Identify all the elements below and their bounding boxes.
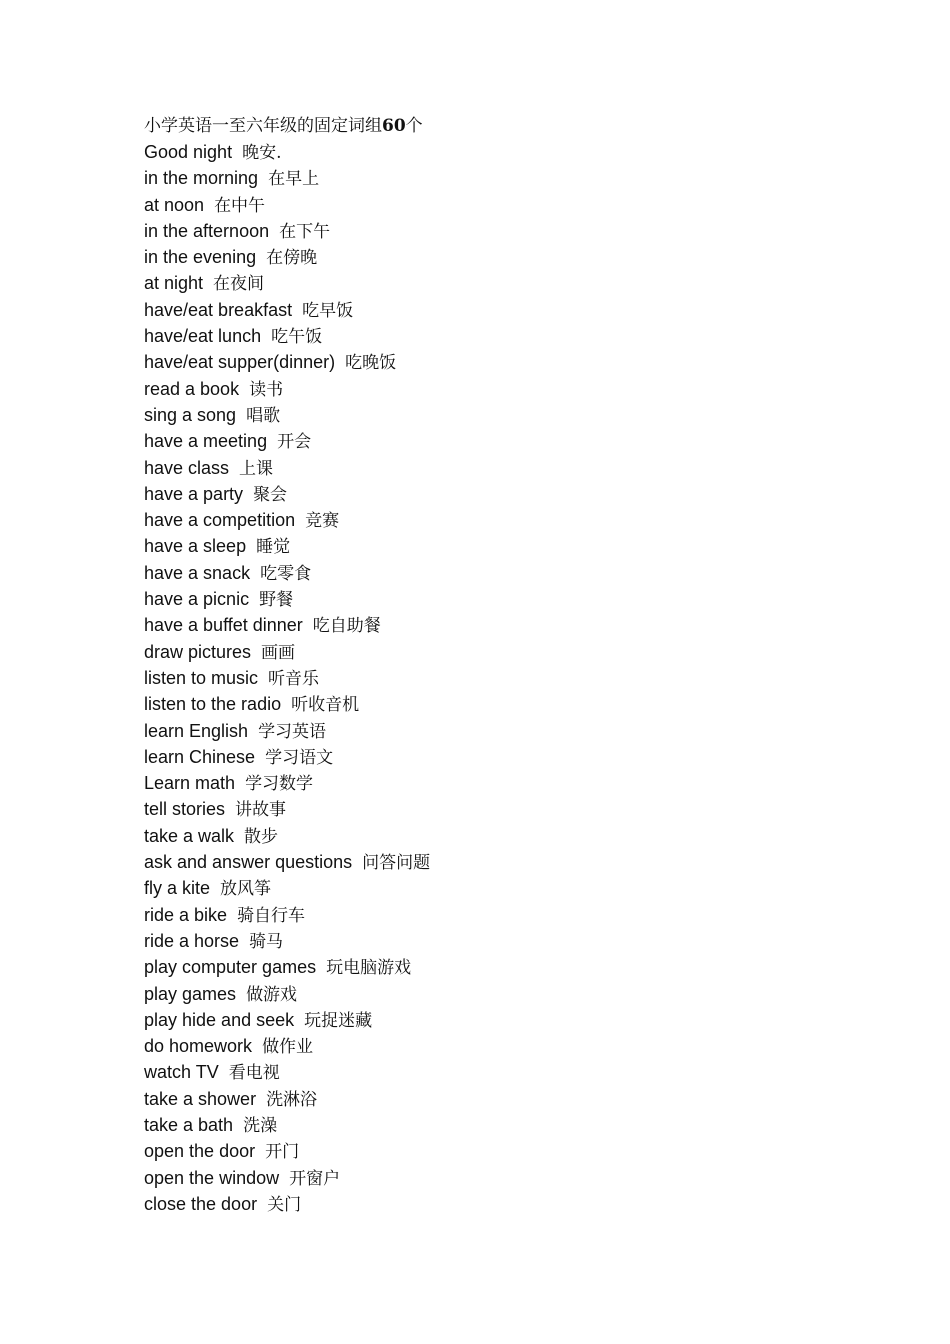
phrase-row — [144, 744, 844, 770]
phrase-row — [144, 270, 844, 296]
phrase-chinese: 骑自行车 — [237, 905, 306, 926]
phrase-row — [144, 823, 844, 849]
phrase-chinese: 开窗户 — [289, 1168, 341, 1189]
phrase-english: at night — [144, 273, 204, 294]
phrase-row — [144, 796, 844, 822]
phrase-row — [144, 560, 844, 586]
phrase-chinese: 在夜间 — [213, 274, 265, 295]
phrase-list — [144, 139, 844, 1217]
phrase-english: ride a horse — [144, 930, 240, 951]
phrase-english: take a walk — [144, 825, 235, 846]
phrase-row — [144, 218, 844, 244]
phrase-chinese: 开会 — [277, 432, 312, 453]
phrase-chinese: 上课 — [239, 458, 274, 479]
phrase-english: have/eat breakfast — [144, 299, 293, 320]
phrase-chinese: 玩电脑游戏 — [326, 958, 412, 979]
phrase-english: play computer games — [144, 957, 317, 978]
phrase-english: have a party — [144, 483, 244, 504]
phrase-row — [144, 770, 844, 796]
phrase-row — [144, 1165, 844, 1191]
phrase-row — [144, 1007, 844, 1033]
phrase-chinese: 问答问题 — [362, 853, 431, 874]
phrase-chinese: 野餐 — [259, 590, 294, 611]
phrase-row — [144, 928, 844, 954]
phrase-english: have/eat supper(dinner) — [144, 352, 336, 373]
phrase-row — [144, 349, 844, 375]
phrase-row — [144, 481, 844, 507]
phrase-row — [144, 718, 844, 744]
phrase-chinese: 在下午 — [279, 221, 331, 242]
phrase-chinese: 玩捉迷藏 — [304, 1010, 373, 1031]
phrase-english: listen to music — [144, 667, 259, 688]
phrase-row — [144, 376, 844, 402]
phrase-english: read a book — [144, 378, 240, 399]
phrase-chinese: 在早上 — [268, 169, 320, 190]
document-content — [144, 113, 844, 1217]
phrase-english: have/eat lunch — [144, 326, 262, 347]
phrase-english: take a shower — [144, 1088, 257, 1109]
phrase-chinese: 吃晚饭 — [345, 353, 397, 374]
phrase-english: play hide and seek — [144, 1009, 295, 1030]
phrase-row — [144, 586, 844, 612]
title-number: 60 — [382, 116, 406, 136]
phrase-row — [144, 139, 844, 165]
phrase-english: sing a song — [144, 404, 237, 425]
phrase-english: have a meeting — [144, 431, 268, 452]
phrase-row — [144, 691, 844, 717]
phrase-chinese: 做作业 — [262, 1037, 314, 1058]
phrase-row — [144, 665, 844, 691]
phrase-english: have class — [144, 457, 230, 478]
phrase-english: ask and answer questions — [144, 852, 353, 873]
phrase-english: take a bath — [144, 1114, 234, 1135]
title-text: 小学英语一至六年级的固定词组 — [144, 116, 382, 136]
phrase-english: tell stories — [144, 799, 226, 820]
phrase-chinese: 竞赛 — [305, 511, 340, 532]
phrase-english: do homework — [144, 1036, 253, 1057]
phrase-english: have a sleep — [144, 536, 247, 557]
phrase-english: in the morning — [144, 168, 259, 189]
phrase-english: learn Chinese — [144, 746, 256, 767]
phrase-chinese: 学习语文 — [265, 747, 334, 768]
phrase-row — [144, 981, 844, 1007]
phrase-chinese: 吃零食 — [260, 563, 312, 584]
phrase-english: open the door — [144, 1141, 256, 1162]
phrase-chinese: 开门 — [265, 1142, 300, 1163]
phrase-row — [144, 954, 844, 980]
phrase-chinese: 关门 — [267, 1194, 302, 1215]
phrase-chinese: 散步 — [244, 826, 279, 847]
phrase-chinese: 睡觉 — [256, 537, 291, 558]
phrase-row — [144, 455, 844, 481]
phrase-row — [144, 428, 844, 454]
phrase-english: fly a kite — [144, 878, 211, 899]
phrase-chinese: 吃自助餐 — [312, 616, 381, 637]
phrase-row — [144, 507, 844, 533]
phrase-chinese: 骑马 — [249, 931, 284, 952]
phrase-english: have a competition — [144, 510, 296, 531]
phrase-english: Good night — [144, 142, 233, 162]
phrase-chinese: 吃午饭 — [271, 327, 323, 348]
phrase-row — [144, 639, 844, 665]
phrase-english: ride a bike — [144, 904, 228, 925]
phrase-row — [144, 1059, 844, 1085]
phrase-row — [144, 323, 844, 349]
phrase-row — [144, 533, 844, 559]
phrase-english: open the window — [144, 1167, 280, 1188]
phrase-row — [144, 902, 844, 928]
phrase-row — [144, 1033, 844, 1059]
phrase-chinese: 吃早饭 — [302, 300, 354, 321]
document-title — [144, 113, 844, 139]
phrase-chinese: 听音乐 — [268, 668, 320, 689]
phrase-chinese: 聚会 — [253, 484, 288, 505]
phrase-row — [144, 165, 844, 191]
phrase-english: learn English — [144, 720, 249, 741]
phrase-english: have a buffet dinner — [144, 615, 303, 636]
phrase-row — [144, 244, 844, 270]
phrase-chinese: 看电视 — [228, 1063, 280, 1084]
phrase-row — [144, 875, 844, 901]
phrase-english: in the evening — [144, 247, 257, 268]
phrase-chinese: 学习数学 — [245, 774, 314, 795]
phrase-chinese: 洗淋浴 — [266, 1089, 318, 1110]
phrase-row — [144, 612, 844, 638]
phrase-english: draw pictures — [144, 641, 252, 662]
phrase-row — [144, 297, 844, 323]
phrase-row — [144, 1112, 844, 1138]
phrase-chinese: 晚安. — [242, 143, 282, 163]
phrase-row — [144, 1138, 844, 1164]
phrase-row — [144, 849, 844, 875]
phrase-english: have a picnic — [144, 589, 250, 610]
phrase-english: Learn math — [144, 773, 236, 794]
phrase-chinese: 学习英语 — [258, 721, 327, 742]
phrase-chinese: 在中午 — [214, 195, 266, 216]
phrase-english: in the afternoon — [144, 220, 270, 241]
phrase-chinese: 做游戏 — [246, 984, 298, 1005]
title-suffix: 个 — [405, 116, 423, 136]
phrase-english: listen to the radio — [144, 694, 282, 715]
phrase-row — [144, 1086, 844, 1112]
phrase-english: play games — [144, 983, 237, 1004]
phrase-english: close the door — [144, 1193, 258, 1214]
phrase-chinese: 放风筝 — [220, 879, 272, 900]
phrase-english: at noon — [144, 194, 205, 215]
phrase-chinese: 唱歌 — [246, 405, 281, 426]
phrase-english: watch TV — [144, 1062, 219, 1083]
phrase-chinese: 画画 — [261, 642, 296, 663]
phrase-chinese: 在傍晚 — [266, 248, 318, 269]
phrase-row — [144, 402, 844, 428]
phrase-row — [144, 192, 844, 218]
phrase-chinese: 洗澡 — [243, 1115, 278, 1136]
phrase-chinese: 读书 — [249, 379, 284, 400]
phrase-chinese: 听收音机 — [291, 695, 360, 716]
phrase-row — [144, 1191, 844, 1217]
phrase-chinese: 讲故事 — [235, 800, 287, 821]
phrase-english: have a snack — [144, 562, 251, 583]
